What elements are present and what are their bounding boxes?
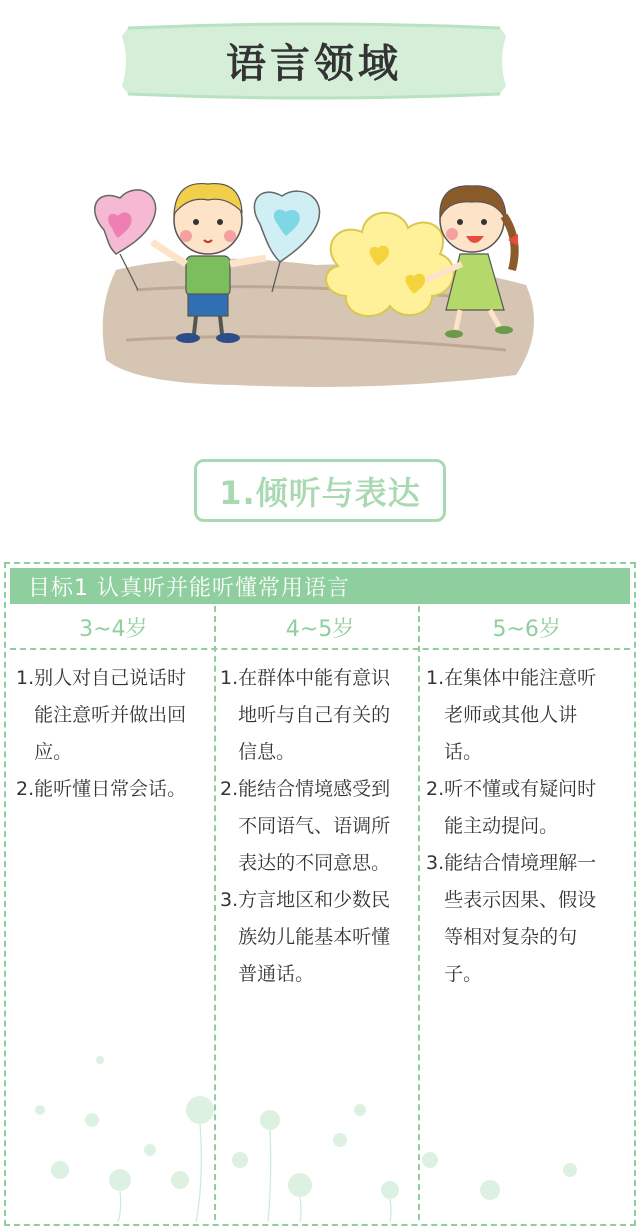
column-5-6 (426, 660, 614, 993)
list-item: 1. 别人对自己说话时能注意听并做出回应。 (16, 667, 187, 763)
age-label-5-6: 5~6岁 (492, 616, 561, 642)
page-title: 语言领域 (226, 40, 402, 87)
list-item: 3. 方言地区和少数民族幼儿能基本听懂普通话。 (220, 889, 391, 985)
age-label-4-5: 4~5岁 (285, 616, 355, 642)
goal-header: 目标1 认真听并能听懂常用语言 (10, 568, 630, 604)
children-illustration (76, 170, 546, 400)
title-banner (122, 14, 506, 106)
column-4-5 (220, 660, 408, 993)
dandelion-decoration (10, 1000, 630, 1222)
age-header-row (10, 606, 630, 650)
list-item: 3. 能结合情境理解一些表示因果、假设等相对复杂的句子。 (426, 852, 597, 985)
age-label-3-4: 3~4岁 (79, 616, 148, 642)
list-item: 2. 能结合情境感受到不同语气、语调所表达的不同意思。 (220, 778, 391, 874)
column-3-4 (16, 660, 204, 808)
list-item: 1. 在集体中能注意听老师或其他人讲话。 (426, 667, 597, 763)
section-heading: 1.倾听与表达 (194, 459, 446, 522)
list-item: 2. 听不懂或有疑问时能主动提问。 (426, 778, 597, 837)
list-item: 1. 在群体中能有意识地听与自己有关的信息。 (220, 667, 391, 763)
list-item: 2. 能听懂日常会话。 (16, 778, 187, 800)
